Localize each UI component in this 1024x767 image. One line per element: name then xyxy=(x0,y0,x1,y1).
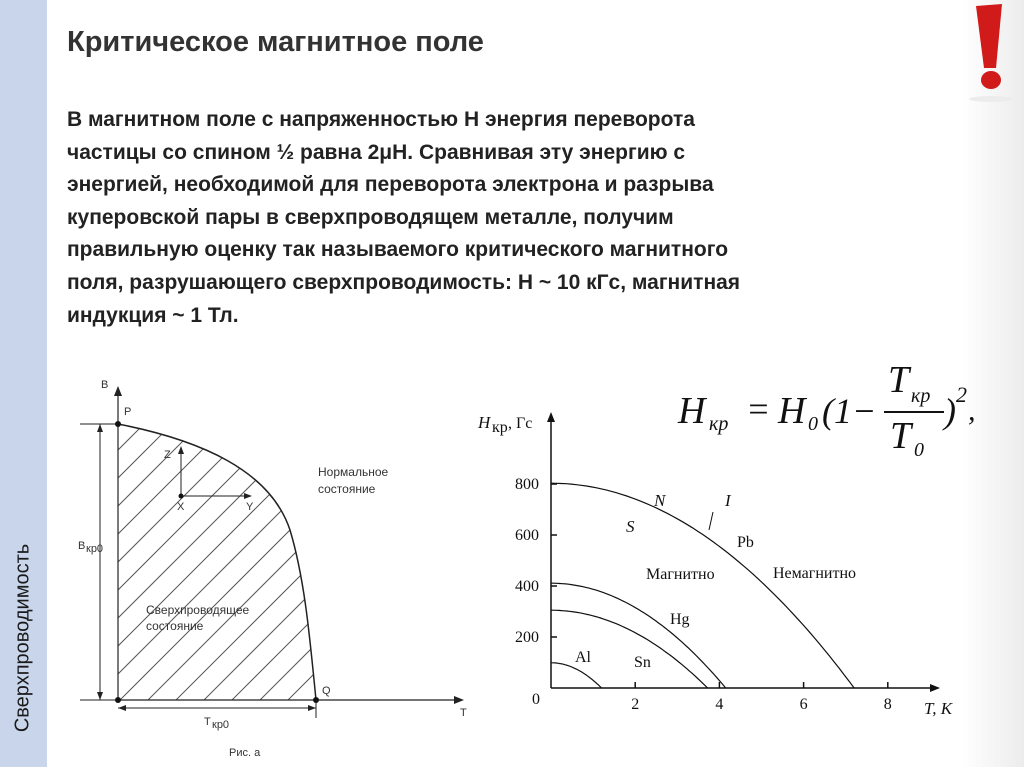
formula-close: ) xyxy=(944,391,956,431)
chart-ylabel-sub: кр xyxy=(492,419,508,436)
y-label: Y xyxy=(246,501,254,513)
formula-eq: = xyxy=(746,389,771,429)
body-line: энергией, необходимой для переворота электрона и разрыва xyxy=(67,173,714,197)
formula-t0: T xyxy=(890,415,912,457)
x-tick-label: 4 xyxy=(715,696,724,713)
chart-origin-label: 0 xyxy=(532,691,540,708)
curve-hg xyxy=(551,583,726,688)
figure-caption: Рис. а xyxy=(229,747,261,759)
pb-pointer xyxy=(709,512,713,530)
body-line: индукция ~ 1 Тл. xyxy=(67,303,239,327)
x-tick-label: 2 xyxy=(631,696,640,713)
t-axis-label: T xyxy=(460,707,467,719)
chart-curves xyxy=(551,483,857,688)
body-line: частицы со спином ½ равна 2μН. Сравнивая эту энергию с xyxy=(67,140,686,164)
series-label-al: Al xyxy=(575,649,591,666)
superconducting-state-label: Сверхпроводящее xyxy=(146,603,250,617)
chart-ylabel: H xyxy=(478,413,491,432)
series-label-hg: Hg xyxy=(670,611,690,628)
point-p-label: P xyxy=(124,406,132,418)
y-tick-label: 800 xyxy=(515,476,539,493)
formula-comma: , xyxy=(968,394,976,427)
annotation-i: I xyxy=(725,491,731,510)
tkp0-sub: кр0 xyxy=(212,719,230,731)
body-line: куперовской пары в сверхпроводящем металле, получим xyxy=(67,205,674,229)
normal-state-label: Нормальное xyxy=(318,465,389,479)
x-tick-label: 6 xyxy=(799,696,808,713)
formula-h0-sub: 0 xyxy=(808,413,818,435)
chart-xlabel: T, K xyxy=(924,699,953,718)
annotation-nonmagnetic: Немагнитно xyxy=(773,565,857,582)
formula-t0-sub: 0 xyxy=(914,439,924,461)
formula-open: (1− xyxy=(822,391,877,431)
annotation-s: S xyxy=(626,517,635,536)
formula-t: T xyxy=(888,359,910,401)
chart-ticks xyxy=(515,476,892,713)
point-q-label: Q xyxy=(322,685,331,697)
superconducting-state-label: состояние xyxy=(146,619,204,633)
critical-field-formula xyxy=(677,359,976,461)
exclamation-icon xyxy=(969,4,1013,102)
x-label: X xyxy=(177,501,185,513)
formula-h-sub: кр xyxy=(709,413,729,435)
formula-t-sub: кр xyxy=(911,385,931,407)
superconducting-hatching xyxy=(108,400,616,712)
formula-h0: H xyxy=(778,390,806,432)
tkp0-label: T xyxy=(204,716,211,728)
series-label-sn: Sn xyxy=(634,654,651,671)
formula-h: H xyxy=(678,390,706,432)
bkp0-sub: кр0 xyxy=(86,543,104,555)
chart-ylabel-unit: , Гс xyxy=(508,415,533,432)
formula-power: 2 xyxy=(956,382,967,407)
series-label-pb: Pb xyxy=(737,534,754,551)
curve-pb xyxy=(551,483,857,688)
normal-state-label: состояние xyxy=(318,482,376,496)
b-axis-label: B xyxy=(101,379,109,391)
y-tick-label: 400 xyxy=(515,578,539,595)
body-line: поля, разрушающего сверхпроводимость: Н ~ 10 кГс, магнитная xyxy=(67,270,741,294)
y-tick-label: 200 xyxy=(515,629,539,646)
critical-field-chart xyxy=(477,412,954,718)
y-tick-label: 600 xyxy=(515,527,539,544)
z-label: Z xyxy=(164,449,171,461)
curve-al xyxy=(551,663,602,688)
body-line: правильную оценку так называемого критического магнитного xyxy=(67,238,729,262)
body-line: В магнитном поле с напряженностью Н энергия переворота xyxy=(67,108,695,131)
slide-title: Критическое магнитное поле xyxy=(67,26,484,58)
bkp0-label: B xyxy=(78,540,86,552)
annotation-n: N xyxy=(654,491,666,510)
x-tick-label: 8 xyxy=(883,696,892,713)
sidebar-label: Сверхпроводимость xyxy=(11,543,34,733)
annotation-magnetic: Магнитно xyxy=(646,566,715,583)
